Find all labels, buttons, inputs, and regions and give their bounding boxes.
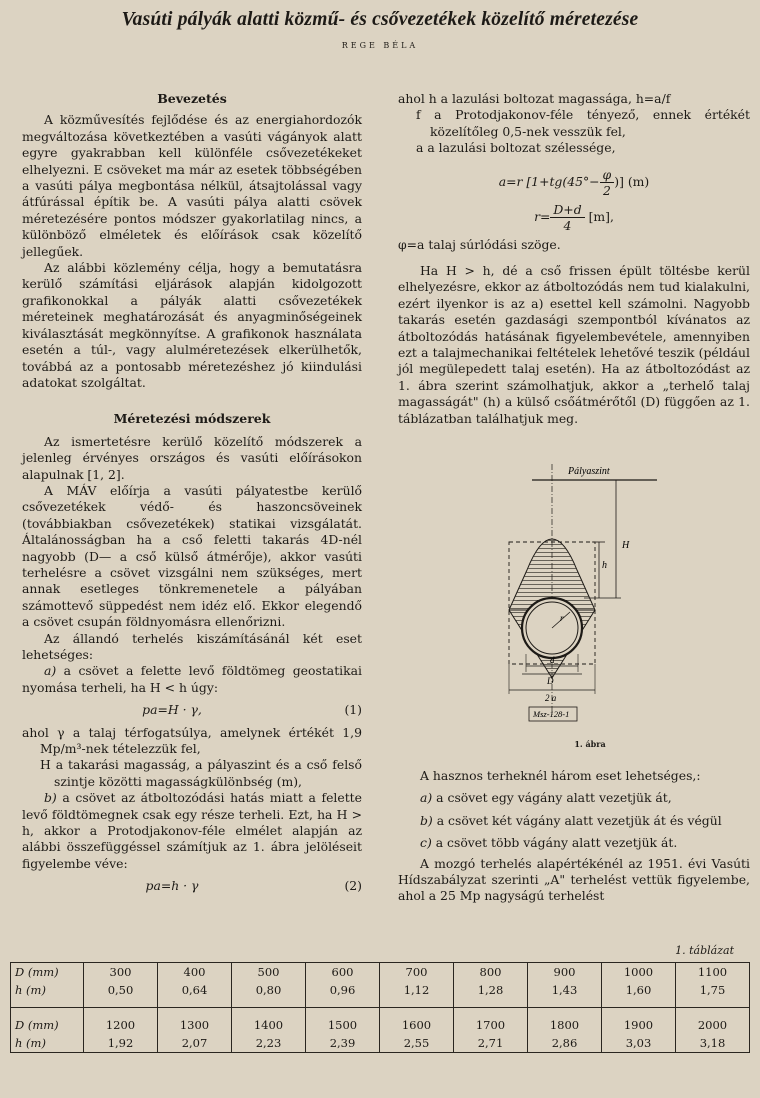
table-row (11, 1008, 750, 1035)
equation-formula: pa=h · γ (145, 878, 199, 894)
table-cell: 1400 (232, 1008, 306, 1035)
table-cell: 2,07 (158, 1034, 232, 1053)
table-cell: 1,12 (380, 981, 454, 1008)
stamp-label: Msz-128-1 (533, 709, 570, 719)
equation-formula: pa=H · γ, (142, 702, 202, 718)
table-cell: 1900 (602, 1008, 676, 1035)
where-clause: H a takarási magasság, a pályaszint és a cső felső szintje közötti magasságkülönbség (m), (40, 757, 362, 789)
table-row (11, 1034, 750, 1053)
right-column-lower (398, 768, 750, 905)
table-caption: 1. táblázat (675, 944, 734, 957)
table-cell: 700 (380, 963, 454, 982)
table-cell: 1200 (84, 1008, 158, 1035)
table-cell: 3,03 (602, 1034, 676, 1053)
case-marker: b) (44, 790, 57, 806)
table-cell: 2,39 (306, 1034, 380, 1053)
table-cell: 1000 (602, 963, 676, 982)
table-cell: 0,64 (158, 981, 232, 1008)
list-text: a csövet több vágány alatt vezetjük át. (431, 835, 678, 851)
table-cell: 2,55 (380, 1034, 454, 1053)
left-column (22, 91, 362, 901)
fraction-denominator: 4 (563, 217, 572, 233)
table-cell: 1,28 (454, 981, 528, 1008)
list-text: a csövet egy vágány alatt vezetjük át, (432, 790, 672, 806)
list-item (398, 835, 750, 851)
paragraph: Az ismertetésre kerülő közelítő módszerek a jelenleg érvényes országos és vasúti előírásokon alapulnak [1, 2]. (22, 433, 362, 482)
equation-fraction (550, 202, 584, 233)
table-cell: 1,92 (84, 1034, 158, 1053)
table-cell: 3,18 (676, 1034, 750, 1053)
table-cell: 1,75 (676, 981, 750, 1008)
width-2a-label: 2 a (545, 693, 557, 703)
equation-part: r= (534, 208, 551, 224)
ground-level-label: Pályaszint (568, 466, 610, 477)
row-label-D: D (mm) (11, 1008, 84, 1035)
list-marker: c) (420, 835, 432, 851)
row-label-h: h (m) (11, 1034, 84, 1053)
table-row (11, 981, 750, 1008)
diameter-d-label: d (550, 655, 555, 665)
where-clause: ahol h a lazulási boltozat magassága, h=a/f (398, 91, 671, 106)
table-cell: 2000 (676, 1008, 750, 1035)
row-label-h: h (m) (11, 981, 84, 1008)
paragraph-case-a (22, 663, 362, 696)
equation-part: [m], (584, 208, 614, 224)
paragraph: Az állandó terhelés kiszámításánál két eset lehetséges: (22, 630, 362, 662)
table-cell: 900 (528, 963, 602, 982)
author-name: REGE BÉLA (341, 41, 419, 50)
paragraph: Az alábbi közlemény célja, hogy a bemutatásra kerülő számítási eljárások alapján kidolgozott grafikonokkal a pályák alatti csővezetékek méreteinek meghatározását és anyagminőségeinek kiválasztását megkönnyítse. A grafikonok használata esetén a túl-, vagy alulméretezések elkerülhetők, továbbá az a pontosabb méretezéshez jó kiindulási adatokat szolgáltat. (22, 260, 362, 390)
article-title: Vasúti pályák alatti közmű- és csővezetékek közelítő méretezése (121, 9, 639, 30)
table-cell: 1100 (676, 963, 750, 982)
where-clause: f a Protodjakonov-féle tényező, ennek értékét közelítőleg 0,5-nek vesszük fel, (416, 107, 750, 139)
table-cell: 1,43 (528, 981, 602, 1008)
diameter-D-label: D (547, 676, 554, 686)
figure-1-diagram (492, 460, 692, 725)
list-text: a csövet két vágány alatt vezetjük át és végül (432, 812, 722, 828)
row-label-D: D (mm) (11, 963, 84, 982)
table-cell: 1800 (528, 1008, 602, 1035)
list-marker: a) (420, 790, 433, 806)
table-cell: 2,86 (528, 1034, 602, 1053)
data-table (10, 962, 750, 1053)
where-clause: φ=a talaj súrlódási szöge. (398, 236, 561, 252)
list-item (398, 790, 750, 806)
height-h-label: h (602, 560, 607, 571)
table-cell: 400 (158, 963, 232, 982)
table-cell: 1300 (158, 1008, 232, 1035)
equation-2 (22, 872, 362, 900)
equation-number: (2) (344, 878, 362, 894)
fraction-numerator: D+d (550, 202, 584, 218)
table-cell: 800 (454, 963, 528, 982)
table-row (11, 963, 750, 982)
fraction-denominator: 2 (602, 182, 611, 198)
where-clause: ahol γ a talaj térfogatsúlya, amelynek értékét 1,9 Mp/m³-nek tételezzük fel, (22, 724, 362, 757)
paragraph-case-b (22, 790, 362, 872)
height-H-label: H (622, 540, 630, 551)
fraction-numerator: φ (600, 167, 615, 183)
table-cell: 0,80 (232, 981, 306, 1008)
table-cell: 500 (232, 963, 306, 982)
paragraph: A közművesítés fejlődése és az energiahordozók megváltozása következtében a vasúti vágányok alatt egyre gyakrabban kell különféle csővezetékeket elhelyezni. E csöveket ma már az esetek többségében a vasúti pálya megbontása nélkül, átsajtolással vagy átfúrással építik be. A vasúti pálya alatti csövek méretezésére pontos módszer gyakorlatilag nincs, a különböző elméletek és előírások csak közelítő jellegűek. (22, 112, 362, 259)
list-item (398, 813, 750, 829)
table-cell: 1600 (380, 1008, 454, 1035)
case-marker: a) (44, 663, 57, 679)
table-cell: 1,60 (602, 981, 676, 1008)
table-cell: 1500 (306, 1008, 380, 1035)
table-cell: 0,96 (306, 981, 380, 1008)
equation-3 (398, 167, 750, 198)
section-heading-introduction: Bevezetés (157, 91, 227, 106)
right-column (398, 91, 750, 427)
where-clause: a a lazulási boltozat szélessége, (416, 140, 616, 156)
equation-number: (1) (344, 702, 362, 718)
table-cell: 2,23 (232, 1034, 306, 1053)
equation-part: a=r [1+tg(45°− (498, 173, 600, 189)
section-heading-methods: Méretezési módszerek (113, 411, 271, 427)
equation-fraction (600, 167, 615, 198)
paragraph: Ha H > h, dé a cső frissen épült töltésbe kerül elhelyezésre, ekkor az átboltozódás nem tud kialakulni, ezért ilyenkor is az a) esettel kell számolni. Nagyobb takarás esetén gazdasági szempontból kívánatos az átboltozódás hatásának figyelembevétele, amennyiben ezt a talajmechanikai feltételek lehetővé teszik (például jól megülepedett talaj esetén). Ha az átboltozódást az 1. ábra szerint számolhatjuk, akkor a „terhelő talaj magasságát" (h) a külső csőátmérőtől (D) függően az 1. táblázatban találhatjuk meg. (398, 263, 750, 426)
table-cell: 300 (84, 963, 158, 982)
figure-caption: 1. ábra (574, 739, 606, 749)
case-text: a csövet az átboltozódási hatás miatt a felette levő földtömegnek csak egy része terheli. Ezt, ha H > h, akkor a Protodjakonov-féle elmélet alapján az alábbi összefüggéssel számítjuk az 1. ábra jelöléseit figyelembe véve: (22, 790, 362, 871)
table-cell: 1700 (454, 1008, 528, 1035)
equation-4 (398, 202, 750, 233)
paragraph: A MÁV előírja a vasúti pályatestbe kerülő csővezetékek védő- és haszoncsöveinek (továbbiakban csővezetékek) statikai vizsgálatát. Általánosságban ha a cső feletti takarás 4D-nél nagyobb (D— a cső külső átmérője), akkor vasúti terhelésre a csövet vizsgálni nem szükséges, mert annak esetleges tönkremenetele a pályában számottevő süppedést nem idéz elő. Ekkor elegendő a csövet csupán földnyomásra ellenőrizni. (22, 482, 362, 630)
table-cell: 600 (306, 963, 380, 982)
table-cell: 2,71 (454, 1034, 528, 1053)
paragraph: A mozgó terhelés alapértékénél az 1951. évi Vasúti Hídszabályzat szerinti „A" terhelést vettük figyelembe, ahol a 25 Mp nagyságú terhelést (398, 855, 750, 904)
equation-1 (22, 696, 362, 724)
paragraph: A hasznos terheknél három eset lehetséges,: (420, 768, 701, 783)
radius-label: r (560, 613, 564, 623)
case-text: a csövet a felette levő földtömeg geostatikai nyomása terheli, ha H < h úgy: (22, 663, 362, 695)
table-cell: 0,50 (84, 981, 158, 1008)
list-marker: b) (420, 812, 433, 828)
equation-part: )] (m) (614, 173, 650, 189)
